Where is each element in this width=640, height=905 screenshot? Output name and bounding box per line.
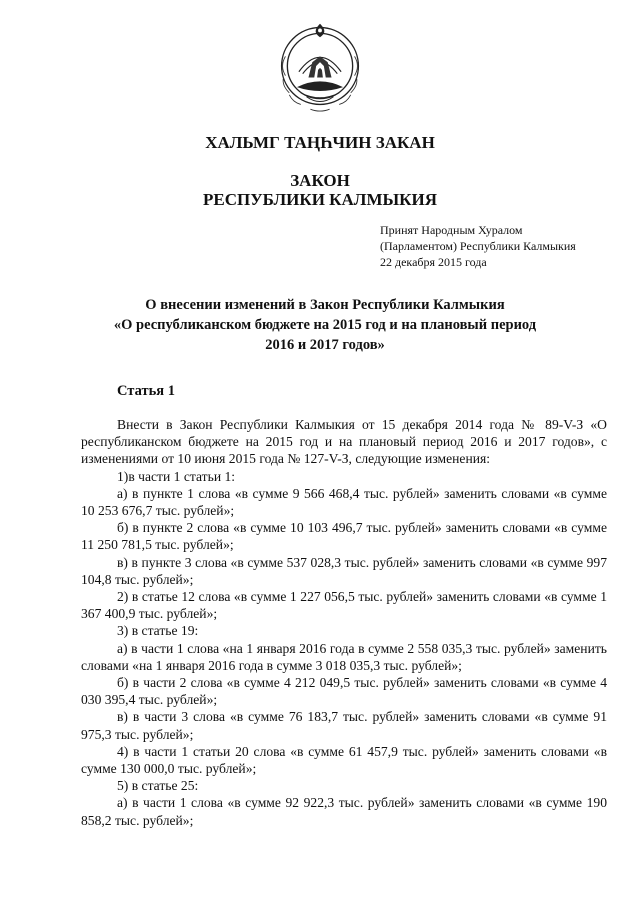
adoption-line: (Парламентом) Республики Калмыкия [380, 239, 576, 253]
article-title: Статья 1 [117, 383, 175, 399]
paragraph: а) в пункте 1 слова «в сумме 9 566 468,4 тыс. рублей» заменить словами «в сумме 10 253 676,7 тыс. рублей»; [81, 485, 607, 519]
adoption-note [380, 222, 576, 270]
heading-line: О внесении изменений в Закон Республики Калмыкия [145, 297, 505, 313]
heading-line: «О республиканском бюджете на 2015 год и на плановый период [113, 317, 537, 333]
paragraph: 3) в статье 19: [117, 623, 199, 639]
paragraph: а) в части 1 слова «на 1 января 2016 года в сумме 2 558 035,3 тыс. рублей» заменить словами «на 1 января 2016 года в сумме 3 018 035,3 тыс. рублей»; [81, 640, 607, 673]
paragraph: в) в пункте 3 слова «в сумме 537 028,3 тыс. рублей» заменить словами «в сумме 997 104,8 тыс. рублей»; [81, 554, 607, 587]
paragraph: Внести в Закон Республики Калмыкия от 15 декабря 2014 года № 89-V-З «О республиканском бюджете на 2015 год и на плановый период 2016 и 2017 годов», с изменениями от 10 июня 2015 года № 127-V-З, следующие изменения: [81, 417, 607, 467]
heading-line: 2016 и 2017 годов» [265, 337, 385, 353]
paragraph: б) в части 2 слова «в сумме 4 212 049,5 тыс. рублей» заменить словами «в сумме 4 030 395,4 тыс. рублей»; [81, 675, 607, 708]
adoption-date: 22 декабря 2015 года [380, 255, 487, 269]
title-republic: РЕСПУБЛИКИ КАЛМЫКИЯ [202, 190, 438, 209]
paragraph: а) в части 1 слова «в сумме 92 922,3 тыс. рублей» заменить словами «в сумме 190 858,2 тыс. рублей»; [81, 795, 607, 828]
paragraph: в) в части 3 слова «в сумме 76 183,7 тыс. рублей» заменить словами «в сумме 91 975,3 тыс. рублей»; [81, 709, 607, 742]
article-body [81, 416, 607, 829]
adoption-line: Принят Народным Хуралом [380, 223, 523, 237]
paragraph: 2) в статье 12 слова «в сумме 1 227 056,5 тыс. рублей» заменить словами «в сумме 1 367 400,9 тыс. рублей»; [81, 589, 607, 622]
paragraph: 1)в части 1 статьи 1: [117, 468, 236, 484]
title-law: ЗАКОН [290, 171, 350, 190]
law-heading [100, 295, 550, 355]
paragraph: 5) в статье 25: [117, 778, 199, 794]
paragraph: 4) в части 1 статьи 20 слова «в сумме 61 457,9 тыс. рублей» заменить словами «в сумме 130 000,0 тыс. рублей»; [81, 743, 607, 777]
coat-of-arms-emblem [272, 18, 368, 114]
paragraph: б) в пункте 2 слова «в сумме 10 103 496,7 тыс. рублей» заменить словами «в сумме 11 250 781,5 тыс. рублей»; [81, 520, 607, 553]
title-kalmyk: ХАЛЬМГ ТАҢҺЧИН ЗАКАН [205, 133, 435, 152]
